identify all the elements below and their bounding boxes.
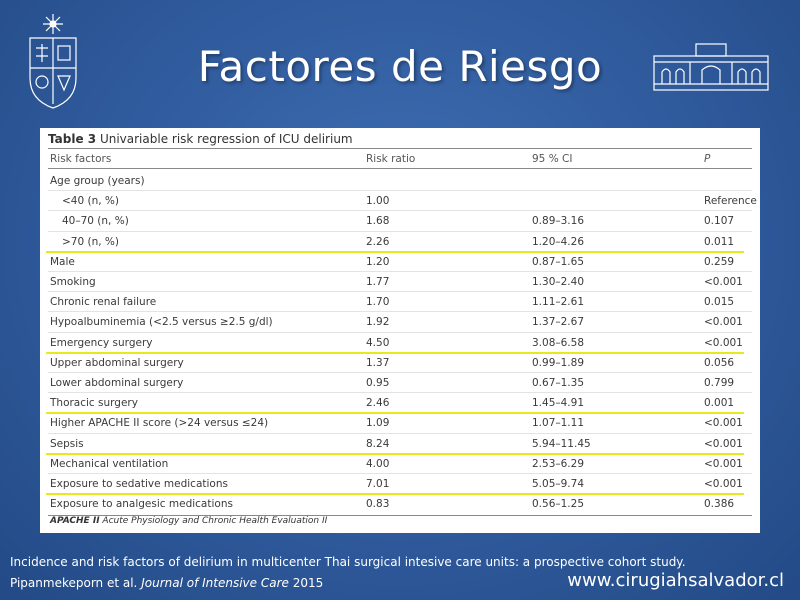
citation-title: Incidence and risk factors of delirium in multicenter Thai surgical intesive care units: a prospective cohort study. [10,555,686,569]
table-caption [48,132,353,146]
row-risk-ratio: 2.26 [366,235,390,248]
row-factor: Hypoalbuminemia (<2.5 versus ≥2.5 g/dl) [50,316,273,329]
row-factor: Lower abdominal surgery [50,377,184,389]
row-p-value: <0.001 [704,276,743,288]
table-panel [40,128,760,533]
row-factor: Sepsis [50,437,84,450]
row-p-value: 0.107 [704,215,735,228]
row-factor: Exposure to sedative medications [50,478,228,490]
header-p: P [704,153,711,165]
footnote-text: Acute Physiology and Chronic Health Evaluation II [102,516,328,526]
row-factor: Higher APACHE II score (>24 versus ≤24) [50,417,269,430]
row-risk-ratio: 1.92 [366,316,390,329]
row-p-value: <0.001 [704,336,743,349]
row-ci: 1.07–1.11 [532,417,585,430]
row-p-value: 0.011 [704,235,735,248]
row-ci: 1.30–2.40 [532,276,585,288]
footnote-abbr: APACHE II [50,516,100,526]
row-ci: 5.05–9.74 [532,478,585,490]
row-risk-ratio: 4.50 [366,336,390,349]
row-risk-ratio: 1.20 [366,255,390,268]
row-risk-ratio: 1.68 [366,215,390,228]
table-label: Table 3 [48,132,97,146]
row-p-value: <0.001 [704,457,743,470]
row-risk-ratio: 2.46 [366,397,390,410]
website-url: www.cirugiahsalvador.cl [567,570,784,591]
slide-title: Factores de Riesgo [197,42,603,91]
row-p-value: <0.001 [704,478,743,490]
row-risk-ratio: 0.83 [366,498,390,511]
row-ci: 1.11–2.61 [532,296,585,309]
highlight-underline [46,412,744,414]
row-divider [48,271,752,272]
row-divider [48,231,752,232]
table-caption-text: Univariable risk regression of ICU delirium [99,132,353,146]
row-factor: Age group (years) [50,175,145,187]
row-risk-ratio: 7.01 [366,478,390,490]
row-factor: 40–70 (n, %) [62,215,129,228]
row-ci: 1.45–4.91 [532,397,585,410]
row-p-value: 0.001 [704,397,735,410]
row-divider [48,291,752,292]
row-p-value: <0.001 [704,437,743,450]
citation-year: 2015 [292,576,324,590]
row-risk-ratio: 1.37 [366,356,390,369]
row-divider [48,372,752,373]
row-ci: 1.20–4.26 [532,235,585,248]
row-ci: 0.56–1.25 [532,498,585,511]
row-factor: Smoking [50,276,96,288]
citation-authors: Pipanmekeporn et al. [10,576,138,590]
row-p-value: 0.259 [704,255,735,268]
row-divider [48,311,752,312]
row-p-value: 0.799 [704,377,735,389]
row-divider [48,392,752,393]
highlight-underline [46,493,744,495]
row-p-value: 0.386 [704,498,735,511]
row-p-value: <0.001 [704,417,743,430]
highlight-underline [46,352,744,354]
header-ci: 95 % CI [532,153,573,165]
header-risk-factors: Risk factors [50,153,112,165]
row-ci: 0.87–1.65 [532,255,585,268]
header-risk-ratio: Risk ratio [366,153,416,165]
row-factor: Male [50,255,75,268]
row-p-value: 0.015 [704,296,735,309]
table-footnote [50,516,327,526]
row-risk-ratio: 1.77 [366,276,390,288]
row-ci: 0.67–1.35 [532,377,585,389]
row-factor: Thoracic surgery [50,397,138,410]
row-risk-ratio: 0.95 [366,377,390,389]
row-factor: Emergency surgery [50,336,153,349]
row-divider [48,433,752,434]
row-risk-ratio: 1.09 [366,417,390,430]
row-divider [48,473,752,474]
row-divider [48,210,752,211]
row-ci: 0.89–3.16 [532,215,585,228]
highlight-underline [46,251,744,253]
row-p-value: Reference [704,195,757,208]
row-ci: 1.37–2.67 [532,316,585,329]
row-ci: 2.53–6.29 [532,457,585,470]
row-factor: Upper abdominal surgery [50,356,184,369]
hospital-building-icon [652,42,770,92]
row-divider [48,190,752,191]
row-risk-ratio: 4.00 [366,457,390,470]
row-factor: Chronic renal failure [50,296,157,309]
row-ci: 5.94–11.45 [532,437,591,450]
citation-journal: Journal of Intensive Care [141,576,289,590]
highlight-underline [46,453,744,455]
row-risk-ratio: 1.00 [366,195,390,208]
row-risk-ratio: 1.70 [366,296,390,309]
row-factor: Exposure to analgesic medications [50,498,233,511]
top-rule [48,148,752,149]
row-ci: 0.99–1.89 [532,356,585,369]
row-p-value: 0.056 [704,356,735,369]
row-factor: Mechanical ventilation [50,457,169,470]
row-ci: 3.08–6.58 [532,336,585,349]
row-factor: >70 (n, %) [62,235,119,248]
row-risk-ratio: 8.24 [366,437,390,450]
header-rule [48,168,752,169]
row-p-value: <0.001 [704,316,743,329]
row-factor: <40 (n, %) [62,195,119,208]
row-divider [48,332,752,333]
